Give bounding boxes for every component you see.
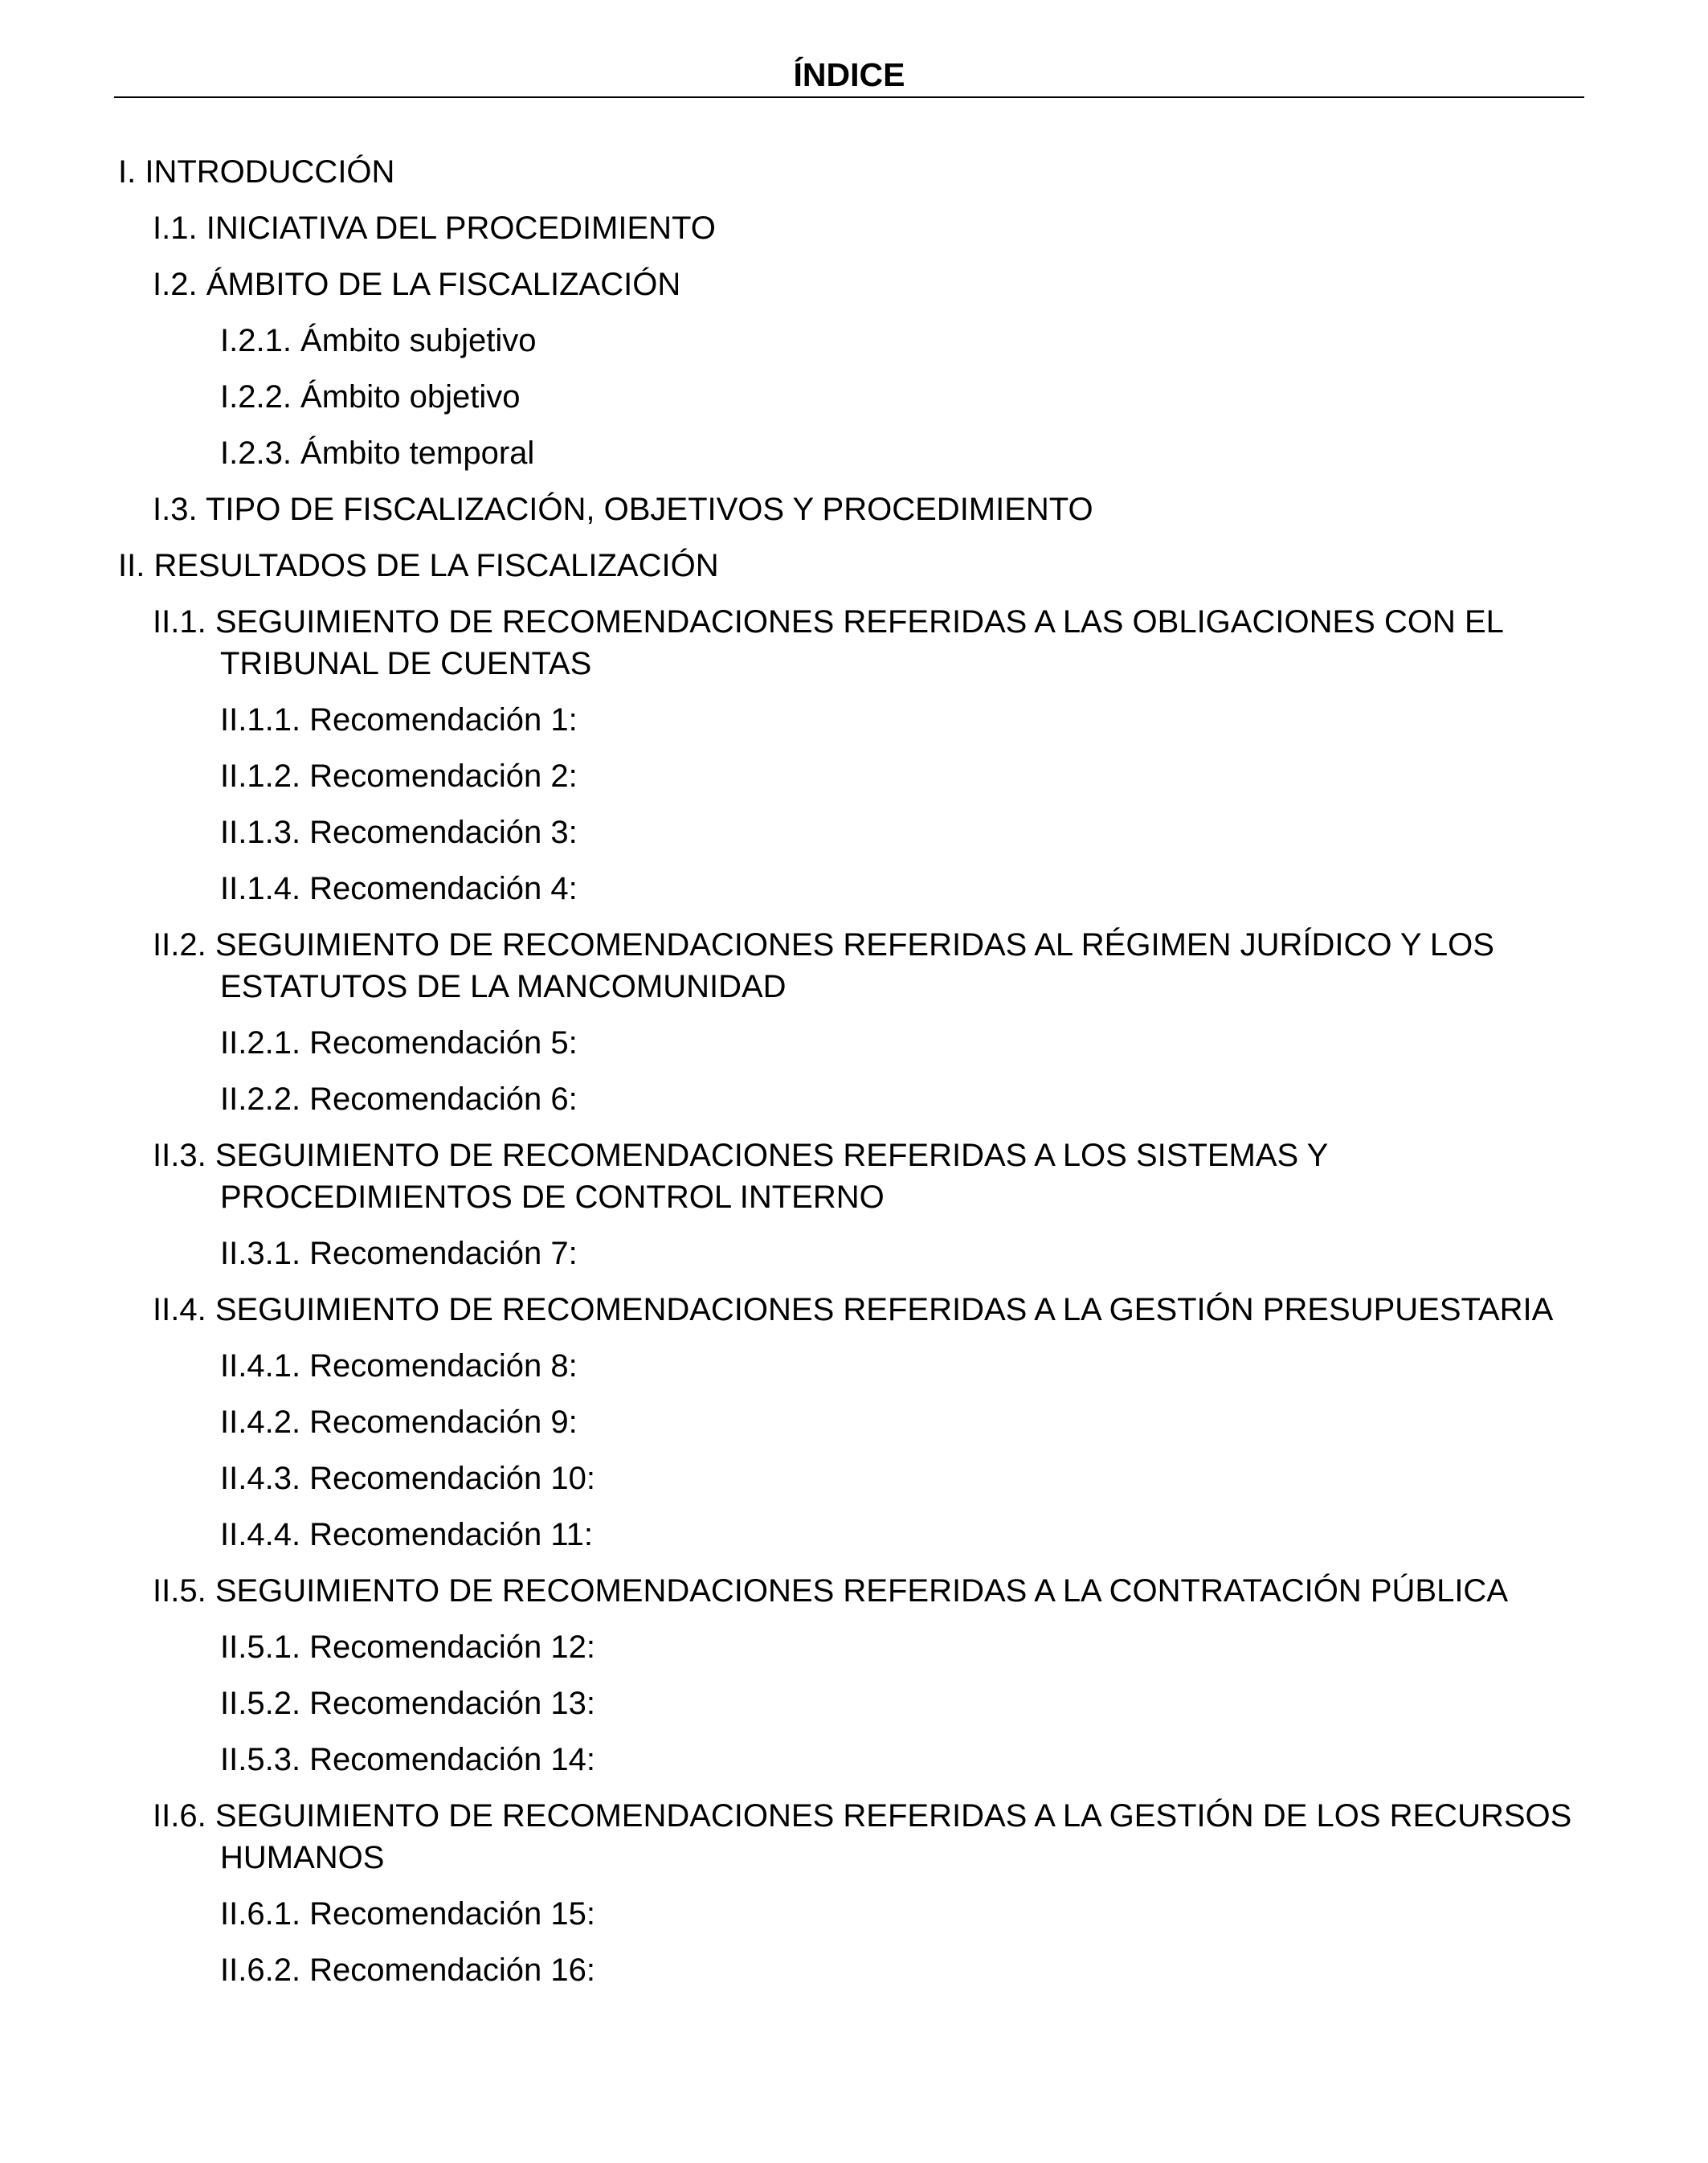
table-of-contents — [0, 151, 1708, 2006]
toc-entry-label: II.1.2. Recomendación 2: — [220, 758, 578, 794]
toc-entry-level-3[interactable] — [0, 1626, 1591, 1668]
toc-entry-level-3[interactable] — [0, 812, 1591, 853]
toc-entry-level-3[interactable] — [0, 1401, 1591, 1443]
toc-entry-level-2[interactable] — [0, 1289, 1591, 1331]
toc-entry-level-2[interactable] — [0, 924, 1591, 1008]
toc-entry-level-3[interactable] — [0, 755, 1591, 797]
toc-entry-level-3[interactable] — [0, 699, 1591, 741]
toc-entry-label: II.2.1. Recomendación 5: — [220, 1025, 578, 1061]
toc-entry-label: II.1.4. Recomendación 4: — [220, 871, 578, 906]
toc-entry-label: II.4.2. Recomendación 9: — [220, 1405, 578, 1440]
toc-entry-level-3[interactable] — [0, 1233, 1591, 1274]
toc-entry-level-2[interactable] — [0, 489, 1591, 530]
toc-entry-label: II.2. SEGUIMIENTO DE RECOMENDACIONES REFERIDAS AL RÉGIMEN JURÍDICO Y LOS ESTATUTOS DE LA MANCOMUNIDAD — [153, 927, 1494, 1004]
toc-entry-level-1[interactable] — [0, 545, 1591, 587]
title-divider — [114, 96, 1584, 98]
toc-entry-label: I.2.3. Ámbito temporal — [220, 435, 535, 471]
toc-entry-level-3[interactable] — [0, 1514, 1591, 1556]
toc-entry-level-2[interactable] — [0, 601, 1591, 685]
toc-entry-label: II.1.1. Recomendación 1: — [220, 702, 578, 738]
toc-entry-label: II.5.3. Recomendación 14: — [220, 1742, 595, 1777]
toc-entry-level-3[interactable] — [0, 1345, 1591, 1387]
toc-entry-level-2[interactable] — [0, 207, 1591, 249]
toc-entry-level-3[interactable] — [0, 1078, 1591, 1120]
toc-entry-label: II.6.2. Recomendación 16: — [220, 1952, 595, 1988]
toc-entry-level-3[interactable] — [0, 1458, 1591, 1499]
toc-entry-level-3[interactable] — [0, 1949, 1591, 1991]
toc-entry-label: II.3. SEGUIMIENTO DE RECOMENDACIONES REFERIDAS A LOS SISTEMAS Y PROCEDIMIENTOS DE CONTROL INTERNO — [153, 1138, 1328, 1215]
toc-entry-level-2[interactable] — [0, 1795, 1591, 1879]
toc-entry-label: II.1. SEGUIMIENTO DE RECOMENDACIONES REFERIDAS A LAS OBLIGACIONES CON EL TRIBUNAL DE CUENTAS — [153, 604, 1503, 681]
toc-entry-label: II.2.2. Recomendación 6: — [220, 1082, 578, 1117]
toc-entry-label: II.4.3. Recomendación 10: — [220, 1461, 595, 1496]
toc-entry-label: I. INTRODUCCIÓN — [118, 154, 395, 190]
page-title: ÍNDICE — [793, 56, 905, 93]
toc-entry-label: II.6.1. Recomendación 15: — [220, 1896, 595, 1932]
toc-entry-label: II. RESULTADOS DE LA FISCALIZACIÓN — [118, 548, 719, 583]
toc-entry-label: II.5.2. Recomendación 13: — [220, 1686, 595, 1721]
toc-entry-label: II.5.1. Recomendación 12: — [220, 1629, 595, 1665]
toc-entry-level-2[interactable] — [0, 1135, 1591, 1218]
toc-entry-level-3[interactable] — [0, 868, 1591, 910]
toc-entry-level-3[interactable] — [0, 320, 1591, 362]
toc-entry-level-3[interactable] — [0, 376, 1591, 418]
toc-entry-label: I.2.1. Ámbito subjetivo — [220, 323, 537, 358]
toc-entry-label: II.5. SEGUIMIENTO DE RECOMENDACIONES REFERIDAS A LA CONTRATACIÓN PÚBLICA — [153, 1573, 1508, 1609]
toc-entry-label: II.1.3. Recomendación 3: — [220, 815, 578, 850]
toc-entry-level-3[interactable] — [0, 1739, 1591, 1781]
toc-entry-label: I.1. INICIATIVA DEL PROCEDIMIENTO — [153, 211, 716, 246]
toc-entry-level-1[interactable] — [0, 151, 1591, 193]
toc-entry-label: II.4.4. Recomendación 11: — [220, 1517, 593, 1552]
toc-entry-label: I.2.2. Ámbito objetivo — [220, 379, 521, 415]
toc-entry-label: I.2. ÁMBITO DE LA FISCALIZACIÓN — [153, 267, 681, 302]
toc-entry-label: I.3. TIPO DE FISCALIZACIÓN, OBJETIVOS Y PROCEDIMIENTO — [153, 492, 1093, 527]
toc-entry-level-3[interactable] — [0, 432, 1591, 474]
toc-entry-level-2[interactable] — [0, 1570, 1591, 1612]
toc-entry-label: II.4.1. Recomendación 8: — [220, 1348, 578, 1384]
toc-entry-label: II.4. SEGUIMIENTO DE RECOMENDACIONES REFERIDAS A LA GESTIÓN PRESUPUESTARIA — [153, 1292, 1554, 1327]
toc-entry-label: II.6. SEGUIMIENTO DE RECOMENDACIONES REFERIDAS A LA GESTIÓN DE LOS RECURSOS HUMANOS — [153, 1798, 1572, 1875]
toc-entry-level-2[interactable] — [0, 264, 1591, 305]
toc-entry-level-3[interactable] — [0, 1893, 1591, 1935]
toc-entry-level-3[interactable] — [0, 1683, 1591, 1724]
toc-entry-level-3[interactable] — [0, 1022, 1591, 1064]
toc-entry-label: II.3.1. Recomendación 7: — [220, 1236, 578, 1271]
